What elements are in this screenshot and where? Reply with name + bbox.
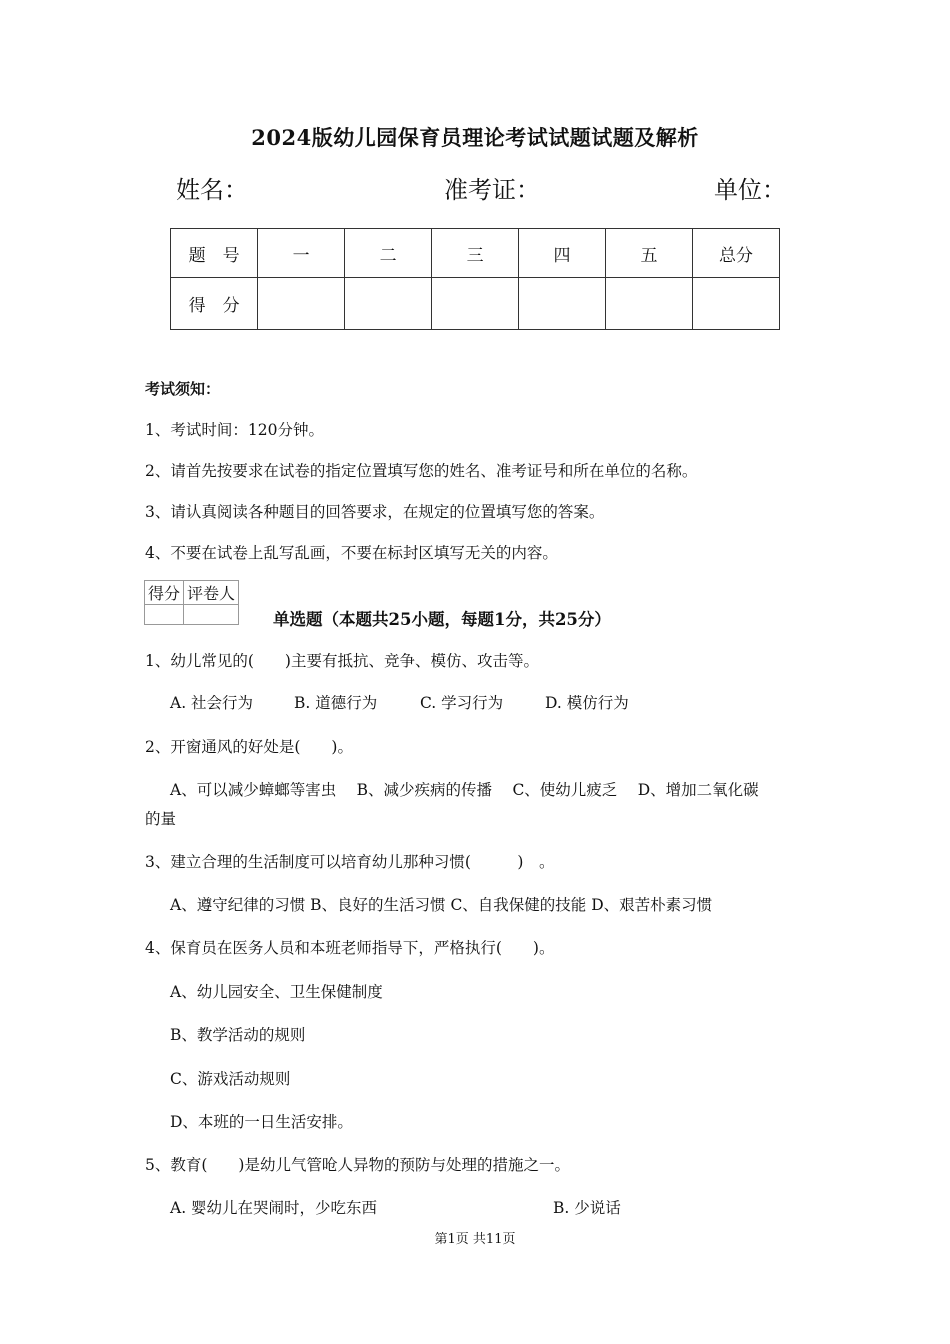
question-option: C、游戏活动规则 <box>170 1070 291 1088</box>
question-option: A. 社会行为 <box>170 694 254 712</box>
notice-item: 4、不要在试卷上乱写乱画，不要在标封区填写无关的内容。 <box>145 544 558 562</box>
question-option: A. 婴幼儿在哭闹时，少吃东西 <box>170 1199 378 1217</box>
question-stem: 3、建立合理的生活制度可以培育幼儿那种习惯( ) 。 <box>145 853 555 871</box>
question-option: B. 少说话 <box>553 1199 621 1217</box>
question-option: C. 学习行为 <box>420 694 504 712</box>
question-option: D. 模仿行为 <box>545 694 629 712</box>
page-number: 第1页 共11页 <box>434 1232 516 1247</box>
exam-id-label: 准考证： <box>444 176 540 204</box>
question-stem: 2、开窗通风的好处是( )。 <box>145 738 353 756</box>
score-cell <box>519 278 606 330</box>
score-row-label: 得 分 <box>171 278 258 330</box>
section-title: 单选题（本题共25小题，每题1分，共25分） <box>273 610 611 629</box>
score-header-cell: 题 号 <box>171 229 258 278</box>
question-options-line: A、可以减少蟑螂等害虫 B、减少疾病的传播 C、使幼儿疲乏 D、增加二氧化碳 <box>170 781 759 799</box>
grader-name-label: 评卷人 <box>184 581 239 605</box>
notice-title: 考试须知： <box>145 380 221 398</box>
unit-label: 单位： <box>714 176 786 204</box>
question-option: A、幼儿园安全、卫生保健制度 <box>170 983 383 1001</box>
grader-box-blank-row <box>145 605 239 625</box>
score-cell <box>258 278 345 330</box>
score-header-cell: 五 <box>606 229 693 278</box>
question-stem: 5、教育( )是幼儿气管呛人异物的预防与处理的措施之一。 <box>145 1156 570 1174</box>
question-stem: 4、保育员在医务人员和本班老师指导下，严格执行( )。 <box>145 939 555 957</box>
score-table <box>170 228 780 330</box>
score-header-cell: 二 <box>345 229 432 278</box>
score-cell <box>606 278 693 330</box>
question-options-line: A、遵守纪律的习惯 B、良好的生活习惯 C、自我保健的技能 D、艰苦朴素习惯 <box>170 896 713 914</box>
score-header-cell: 三 <box>432 229 519 278</box>
question-option: D、本班的一日生活安排。 <box>170 1113 353 1131</box>
grader-name-cell <box>184 605 239 625</box>
score-header-cell: 一 <box>258 229 345 278</box>
notice-item: 2、请首先按要求在试卷的指定位置填写您的姓名、准考证号和所在单位的名称。 <box>145 462 698 480</box>
grader-score-cell <box>145 605 184 625</box>
score-cell <box>432 278 519 330</box>
grader-box-header-row <box>145 581 239 605</box>
name-label: 姓名： <box>176 176 248 204</box>
question-option: B、教学活动的规则 <box>170 1026 306 1044</box>
grader-score-label: 得分 <box>145 581 184 605</box>
question-option: B. 道德行为 <box>294 694 378 712</box>
document-title: 2024版幼儿园保育员理论考试试题试题及解析 <box>251 125 699 150</box>
score-header-cell: 四 <box>519 229 606 278</box>
score-table-score-row <box>171 278 780 330</box>
notice-item: 1、考试时间：120分钟。 <box>145 421 324 439</box>
score-cell <box>692 278 779 330</box>
question-stem: 1、幼儿常见的( )主要有抵抗、竞争、模仿、攻击等。 <box>145 652 539 670</box>
score-header-cell: 总分 <box>692 229 779 278</box>
candidate-info-row <box>176 170 786 204</box>
grader-box <box>144 580 239 625</box>
score-table-header-row <box>171 229 780 278</box>
question-options-wrap: 的量 <box>145 810 177 828</box>
score-cell <box>345 278 432 330</box>
notice-item: 3、请认真阅读各种题目的回答要求，在规定的位置填写您的答案。 <box>145 503 605 521</box>
